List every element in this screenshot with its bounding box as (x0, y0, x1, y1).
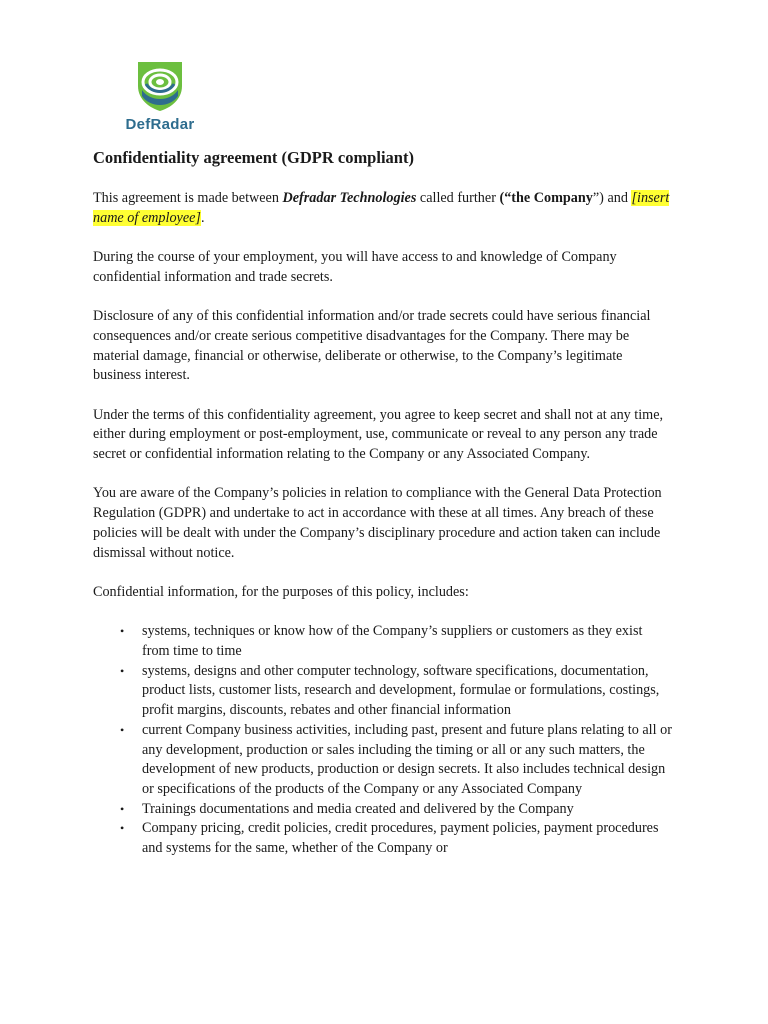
intro-text-2: called further (416, 190, 500, 206)
logo-text: DefRadar (125, 116, 195, 133)
paragraph-gdpr: You are aware of the Company’s policies in relation to compliance with the General Data Protection Regulation (GDPR) and undertake to act in accordance with these at all times. Any breach of these policies will be dealt with under the Company’s disciplinary procedure and action taken can include dismissal without notice. (93, 485, 662, 561)
intro-paragraph (93, 189, 673, 228)
intro-text-1: This agreement is made between (93, 190, 283, 206)
employee-name-placeholder: [insert name of employee] (93, 190, 670, 226)
list-item (120, 800, 673, 820)
document-title: Confidentiality agreement (GDPR compliant) (93, 148, 414, 167)
list-item-text: current Company business activities, including past, present and future plans relating to all or any development, production or sales including the timing or all or any such matters, the development of new products, production or design secrets. It also includes technical design or specifications of the products of the Company or any Associated Company (142, 721, 672, 797)
paragraph-disclosure: Disclosure of any of this confidential information and/or trade secrets could have serious financial consequences and/or create serious competitive disadvantages for the Company. There may be material damage, financial or otherwise, deliberate or otherwise, to the Company’s legitimate business interest. (93, 308, 651, 384)
intro-text-4: . (200, 209, 205, 226)
list-item (120, 819, 673, 858)
company-logo (110, 60, 210, 136)
intro-text-3: ”) and (592, 190, 632, 206)
list-item-text: systems, designs and other computer technology, software specifications, documentation, product lists, customer lists, research and development, formulae or formulations, costings, profit margins, discounts, rebates and other financial information (142, 662, 660, 719)
list-item-text: Company pricing, credit policies, credit procedures, payment policies, payment procedures and systems for the same, whether of the Company or (142, 820, 659, 857)
bullet-icon: • (120, 663, 125, 678)
document-body (93, 146, 673, 859)
paragraph-terms: Under the terms of this confidentiality agreement, you agree to keep secret and shall not at any time, either during employment or post-employment, use, communicate or reveal to any person any trade secret or confidential information relating to the Company or any Associated Company. (93, 406, 664, 463)
company-name: Defradar Technologies (282, 190, 417, 206)
list-item (120, 721, 673, 800)
bullet-icon: • (120, 821, 125, 836)
bullet-icon: • (120, 722, 125, 737)
list-item-text: systems, techniques or know how of the Company’s suppliers or customers as they exist from time to time (142, 623, 643, 660)
list-item (120, 662, 673, 721)
confidential-info-list (93, 622, 673, 858)
list-item-text: Trainings documentations and media created and delivered by the Company (142, 800, 574, 817)
list-item (120, 622, 673, 661)
paragraph-access: During the course of your employment, you will have access to and knowledge of Company confidential information and trade secrets. (93, 249, 617, 285)
bullet-icon: • (120, 624, 125, 639)
radar-shield-icon (136, 60, 184, 112)
bullet-icon: • (120, 801, 125, 816)
the-company-term: (“the Company (499, 190, 593, 206)
paragraph-includes: Confidential information, for the purposes of this policy, includes: (93, 583, 469, 600)
